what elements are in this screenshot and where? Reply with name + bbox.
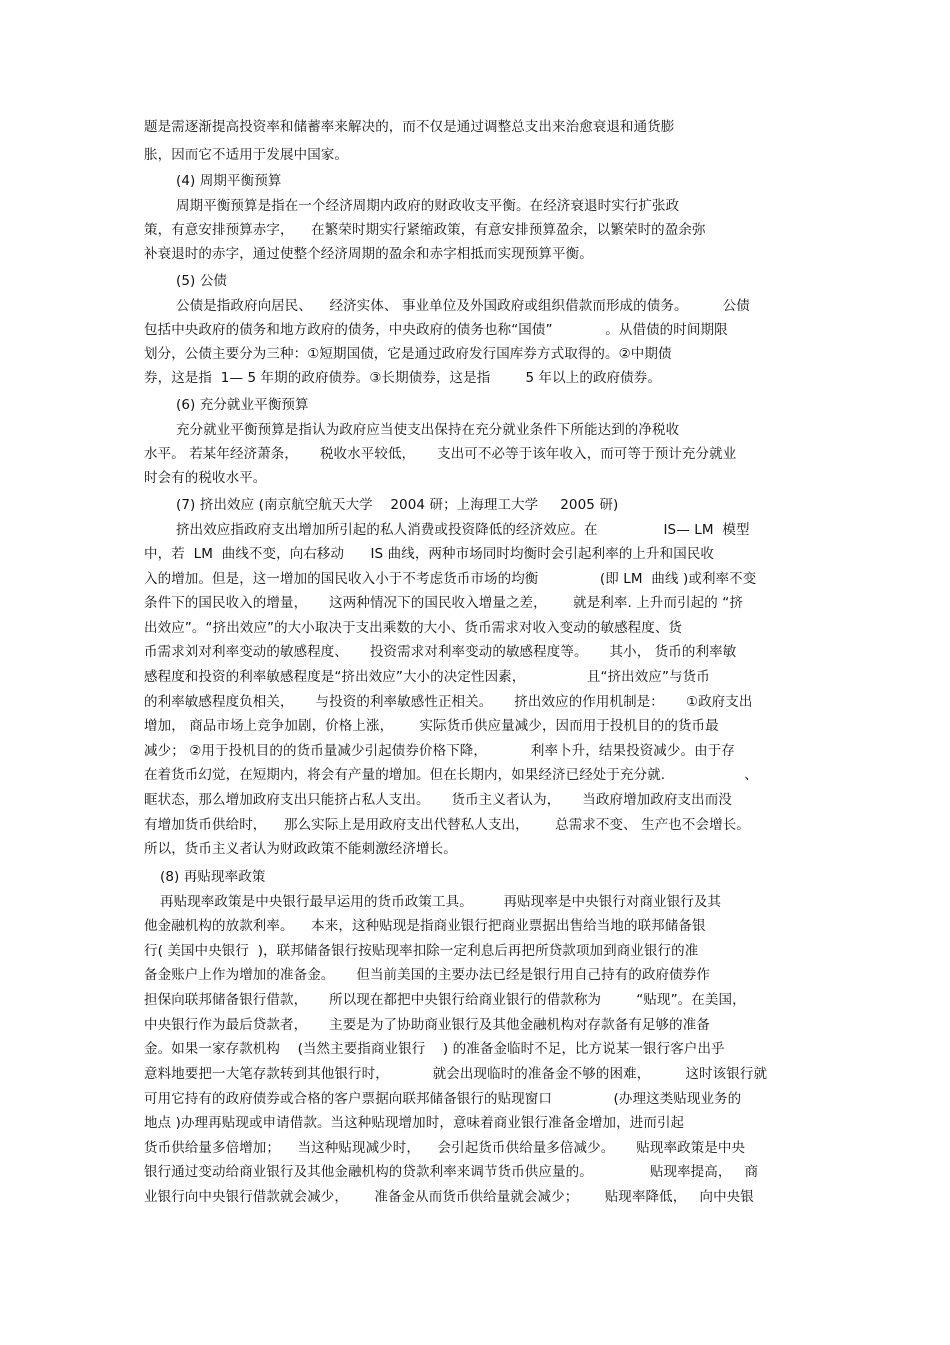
text-line: 货币供给量多倍增加； 当这种贴现减少时， 会引起货币供给量多倍减少。 贴现率政策是中央: [144, 1140, 746, 1156]
text-line: 策，有意安排预算赤字， 在繁荣时期实行紧缩政策，有意安排预算盈余，以繁荣时的盈余弥: [144, 222, 706, 238]
text-line: 眶状态，那么增加政府支出只能挤占私人支出。 货币主义者认为， 当政府增加政府支出而没: [144, 792, 732, 808]
text-line: 出效应”。“挤出效应”的大小取决于支出乘数的大小、货币需求对收入变动的敏感程度、货: [144, 620, 683, 636]
text-line: 水平。 若某年经济萧条， 税收水平较低， 支出可不必等于该年收入，而可等于预计充分就业: [144, 446, 737, 462]
text-line: 时会有的税收水平。: [144, 470, 267, 486]
text-line: 银行通过变动给商业银行及其他金融机构的贷款利率来调节货币供应量的。 贴现率提高， 商: [144, 1164, 759, 1180]
text-line: 他金融机构的放款利率。 本来，这种贴现是指商业银行把商业票据出售给当地的联邦储备银: [144, 918, 706, 934]
text-line: 题是需逐渐提高投资率和储蓄率来解决的，而不仅是通过调整总支出来治愈衰退和通货膨: [144, 119, 675, 135]
text-line: 包括中央政府的债务和地方政府的债务，中央政府的债务也称“国债” 。从借债的时间期限: [144, 322, 728, 338]
text-line: 备金账户上作为增加的准备金。 但当前美国的主要办法已经是银行用自己持有的政府债券作: [144, 967, 710, 983]
text-line: 券，这是指 1— 5 年期的政府债券。③长期债券，这是指 5 年以上的政府债券。: [144, 370, 661, 386]
text-line: 意料地要把一大笔存款转到其他银行时， 就会出现临时的准备金不够的困难， 这时该银行就: [144, 1066, 768, 1082]
text-line: 行( 美国中央银行 )，联邦储备银行按贴现率扣除一定利息后再把所贷款项加到商业银行的准: [144, 943, 699, 959]
text-line: 条件下的国民收入的增量， 这两种情况下的国民收入增量之差， 就是利率. 上升而引起的 “挤: [144, 595, 743, 611]
section-heading-8: (8) 再贴现率政策: [160, 869, 266, 885]
text-line: 充分就业平衡预算是指认为政府应当使支出保持在充分就业条件下所能达到的净税收: [176, 422, 680, 438]
text-line: 感程度和投资的利率敏感程度是“挤出效应”大小的决定性因素， 且“挤出效应”与货币: [144, 669, 710, 685]
section-heading-5: (5) 公债: [176, 273, 228, 289]
text-line: 币需求刘对利率变动的敏感程度、 投资需求对利率变动的敏感程度等。 其小， 货币的利率敏: [144, 644, 737, 660]
section-heading-6: (6) 充分就业平衡预算: [176, 397, 309, 413]
text-line: 有增加货币供给时， 那么实际上是用政府支出代替私人支出， 总需求不变、 生产也不会增长。: [144, 817, 750, 833]
text-line: 担保向联邦储备银行借款， 所以现在都把中央银行给商业银行的借款称为 “贴现”。在美国，: [144, 992, 746, 1008]
text-line: 入的增加。但是，这一增加的国民收入小于不考虑货币市场的均衡 (即 LM 曲线 )或利率不变: [144, 571, 757, 587]
text-line: 减少； ②用于投机目的的货币量减少引起债券价格下降， 利率卜升，结果投资减少。由于存: [144, 743, 735, 759]
text-line: 中，若 LM 曲线不变，向右移动 IS 曲线，两种市场同时均衡时会引起利率的上升和国民收: [144, 546, 715, 562]
text-line: 在着货币幻觉，在短期内，将会有产量的增加。但在长期内，如果经济已经处于充分就. 、: [144, 767, 758, 783]
text-line: 增加， 商品市场上竞争加剧，价格上涨， 实际货币供应量减少，因而用于投机目的的货币最: [144, 718, 719, 734]
text-line: 挤出效应指政府支出增加所引起的私人消费或投资降低的经济效应。在 IS— LM 模型: [176, 522, 750, 538]
text-line: 地点 )办理再贴现或申请借款。当这种贴现增加时，意味着商业银行准备金增加，进而引起: [144, 1115, 685, 1131]
text-line: 划分，公债主要分为三种：①短期国债，它是通过政府发行国库券方式取得的。②中期债: [144, 346, 672, 362]
text-line: 中央银行作为最后贷款者， 主要是为了协助商业银行及其他金融机构对存款备有足够的准备: [144, 1017, 710, 1033]
text-line: 金。如果一家存款机构 (当然主要指商业银行 ) 的准备金临时不足，比方说某一银行客户出乎: [144, 1041, 725, 1057]
text-line: 补衰退时的赤字，通过使整个经济周期的盈余和赤字相抵而实现预算平衡。: [144, 246, 593, 262]
section-heading-4: (4) 周期平衡预算: [176, 173, 282, 189]
text-line: 可用它持有的政府债券或合格的客户票据向联邦储备银行的贴现窗口 (办理这类贴现业务的: [144, 1091, 742, 1107]
section-heading-7: (7) 挤出效应 (南京航空航天大学 2004 研；上海理工大学 2005 研): [176, 497, 619, 513]
text-line: 所以，货币主义者认为财政政策不能刺激经济增长。: [144, 841, 457, 857]
text-line: 胀，因而它不适用于发展中国家。: [144, 147, 348, 163]
text-line: 再贴现率政策是中央银行最早运用的货币政策工具。 再贴现率是中央银行对商业银行及其: [160, 894, 722, 910]
text-line: 周期平衡预算是指在一个经济周期内政府的财政收支平衡。在经济衰退时实行扩张政: [176, 198, 680, 214]
text-line: 公债是指政府向居民、 经济实体、 事业单位及外国政府或组织借款而形成的债务。 公债: [176, 298, 750, 314]
text-line: 的利率敏感程度负相关， 与投资的利率敏感性正相关。 挤出效应的作用机制是： ①政府支出: [144, 694, 753, 710]
text-line: 业银行向中央银行借款就会减少， 准备金从而货币供给量就会减少； 贴现率降低， 向中央银: [144, 1189, 754, 1205]
